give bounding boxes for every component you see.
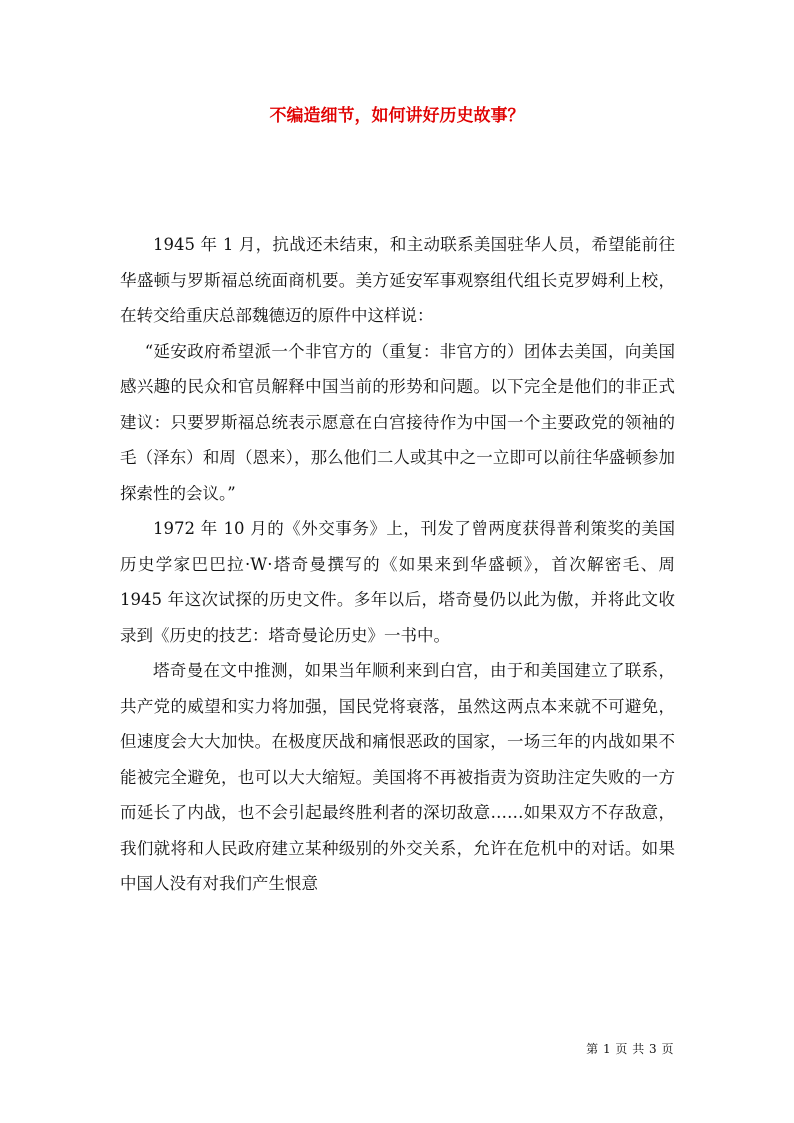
- page-number-footer: 第 1 页 共 3 页: [586, 1042, 674, 1056]
- paragraph-3: 1972 年 10 月的《外交事务》上，刊发了曾两度获得普利策奖的美国历史学家巴巴拉·W·塔奇曼撰写的《如果来到华盛顿》，首次解密毛、周 1945 年这次试探的历史文件。多年以后，塔奇曼仍以此为傲，并将此文收录到《历史的技艺：塔奇曼论历史》一书中。: [120, 519, 675, 645]
- paragraph-4: 塔奇曼在文中推测，如果当年顺利来到白宫，由于和美国建立了联系，共产党的威望和实力将加强，国民党将衰落，虽然这两点本来就不可避免，但速度会大大加快。在极度厌战和痛恨恶政的国家，一场三年的内战如果不能被完全避免，也可以大大缩短。美国将不再被指责为资助注定失败的一方而延长了内战，也不会引起最终胜利者的深切敌意……如果双方不存敌意，我们就将和人民政府建立某种级别的外交关系，允许在危机中的对话。如果中国人没有对我们产生恨意: [120, 661, 675, 893]
- paragraph-1: 1945 年 1 月，抗战还未结束，和主动联系美国驻华人员，希望能前往华盛顿与罗斯福总统面商机要。美方延安军事观察组代组长克罗姆利上校，在转交给重庆总部魏德迈的原件中这样说：: [120, 235, 675, 325]
- quote-paragraph: “延安政府希望派一个非官方的（重复：非官方的）团体去美国，向美国感兴趣的民众和官员解释中国当前的形势和问题。以下完全是他们的非正式建议：只要罗斯福总统表示愿意在白宫接待作为中国一个主要政党的领袖的毛（泽东）和周（恩来），那么他们二人或其中之一立即可以前往华盛顿参加探索性的会议。”: [120, 341, 675, 503]
- page-title: 不编造细节，如何讲好历史故事？: [269, 106, 525, 126]
- document-body: [120, 227, 675, 902]
